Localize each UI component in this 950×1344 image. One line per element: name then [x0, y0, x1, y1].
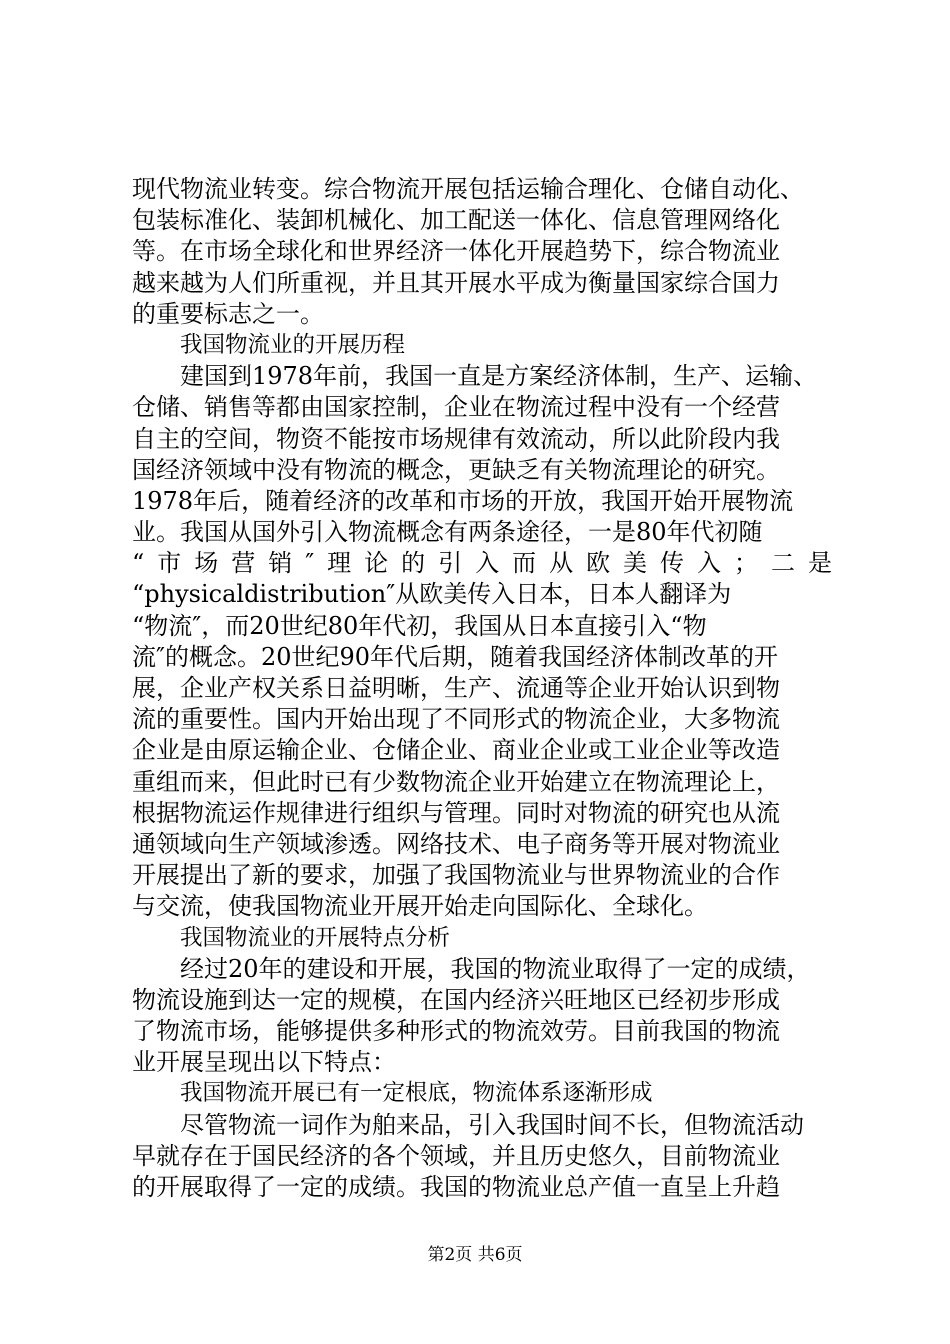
text-line: 包装标准化、装卸机械化、加工配送一体化、信息管理网络化: [132, 206, 780, 235]
section-heading: 我国物流开展已有一定根底，物流体系逐渐形成: [180, 1080, 653, 1107]
section-heading: 我国物流业的开展特点分析: [180, 924, 451, 951]
section-heading: 我国物流业的开展历程: [180, 331, 406, 358]
text-line: 与交流，使我国物流业开展开始走向国际化、全球化。: [132, 892, 708, 921]
page-number-label: 第2页 共6页: [427, 1245, 523, 1265]
text-line: 业开展呈现出以下特点：: [132, 1048, 396, 1077]
text-line: 的重要标志之一。: [132, 299, 324, 328]
text-line: 仓储、销售等都由国家控制，企业在物流过程中没有一个经营: [132, 393, 780, 422]
text-line: “physicaldistribution″从欧美传入日本，日本人翻译为: [132, 580, 732, 609]
text-line: 流″的概念。20世纪90年代后期，随着我国经济体制改革的开: [132, 642, 779, 671]
text-line: 展，企业产权关系日益明晰，生产、流通等企业开始认识到物: [132, 674, 780, 702]
text-line: 根据物流运作规律进行组织与管理。同时对物流的研究也从流: [132, 798, 780, 827]
text-line: 流的重要性。国内开始出现了不同形式的物流企业，大多物流: [132, 705, 780, 734]
text-line: 了物流市场，能够提供多种形式的物流效劳。目前我国的物流: [132, 1017, 780, 1046]
text-line: 经过20年的建设和开展，我国的物流业取得了一定的成绩，: [180, 954, 811, 983]
text-line: 的开展取得了一定的成绩。我国的物流业总产值一直呈上升趋: [132, 1173, 780, 1201]
text-line: 业。我国从国外引入物流概念有两条途径，一是80年代初随: [132, 518, 763, 547]
text-line: 企业是由原运输企业、仓储企业、商业企业或工业企业等改造: [132, 736, 780, 765]
text-line: “物流″，而20世纪80年代初，我国从日本直接引入“物: [132, 611, 707, 640]
document-body: [132, 174, 832, 1203]
text-line: 自主的空间，物资不能按市场规律有效流动，所以此阶段内我: [132, 424, 780, 453]
text-line: 早就存在于国民经济的各个领域，并且历史悠久，目前物流业: [132, 1141, 780, 1170]
text-line: “市场营销″理论的引入而从欧美传入；二是: [132, 549, 832, 578]
text-line: 越来越为人们所重视，并且其开展水平成为衡量国家综合国力: [132, 268, 780, 297]
text-line: 现代物流业转变。综合物流开展包括运输合理化、仓储自动化、: [132, 175, 804, 203]
text-line: 通领域向生产领域渗透。网络技术、电子商务等开展对物流业: [132, 829, 780, 858]
page-footer: [0, 1240, 950, 1265]
text-line: 物流设施到达一定的规模，在国内经济兴旺地区已经初步形成: [132, 985, 780, 1014]
text-line: 重组而来，但此时已有少数物流企业开始建立在物流理论上，: [132, 767, 780, 796]
text-line: 开展提出了新的要求，加强了我国物流业与世界物流业的合作: [132, 861, 780, 890]
text-line: 国经济领域中没有物流的概念，更缺乏有关物流理论的研究。: [132, 455, 780, 484]
text-line: 尽管物流一词作为舶来品，引入我国时间不长，但物流活动: [180, 1110, 804, 1139]
text-line: 建国到1978年前，我国一直是方案经济体制，生产、运输、: [180, 362, 818, 391]
text-line: 等。在市场全球化和世界经济一体化开展趋势下，综合物流业: [132, 237, 780, 266]
text-line: 1978年后，随着经济的改革和市场的开放，我国开始开展物流: [132, 486, 794, 515]
